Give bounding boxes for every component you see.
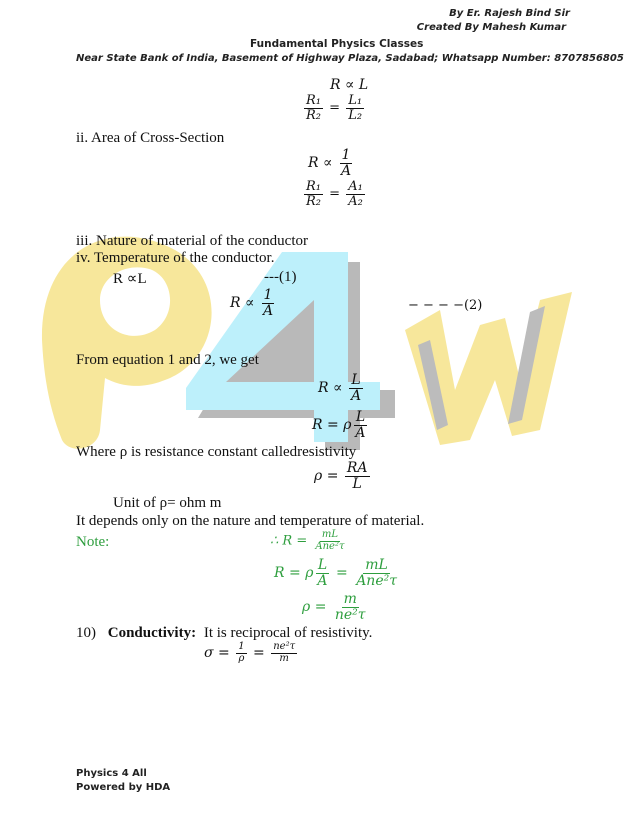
from-equation-text: From equation 1 and 2, we get (76, 352, 259, 368)
eq-rho-equals-ra-over-l: ρ = $\frac{RA}{L}$ (314, 460, 368, 492)
section-number: 10) (76, 625, 96, 641)
section-conductivity (76, 625, 372, 642)
institute-address: Near State Bank of India, Basement of Highway Plaza, Sadabad; Whatsapp Number: 8707856805 (76, 53, 624, 64)
footer-brand: Physics 4 All (76, 768, 147, 779)
institute-title: Fundamental Physics Classes (250, 38, 424, 50)
eq-note-rho: ρ = $\frac{m}{\text{ne²τ}}$ (302, 591, 366, 623)
conductivity-heading: Conductivity: (107, 625, 197, 641)
footer-powered: Powered by HDA (76, 782, 171, 793)
note-label: Note: (76, 534, 110, 550)
eq-note-r-rho: R = ρ $\frac{L}{A}$ = $\frac{mL}{\text{Ane²τ}}$ (274, 557, 397, 589)
eq-sigma: σ = $\frac{1}{\rho}$ = $\frac{\text{ne²τ}}{m}$ (204, 641, 296, 664)
item-material: iii. Nature of material of the conductor (76, 233, 308, 249)
where-rho-text: Where ρ is resistance constant calledresistivity (76, 444, 357, 460)
eq-r-equals-rho-l-over-a: R = ρ $\frac{L}{A}$ (312, 409, 366, 441)
item-area: ii. Area of Cross-Section (76, 130, 225, 146)
eq-r-prop-l: R ∝ L (330, 77, 369, 93)
eq2-tag: − − − −(2) (408, 298, 483, 313)
eq-r-prop-inv-a: R ∝ $\frac{1}{A}$ (308, 147, 352, 179)
author-line: By Er. Rajesh Bind Sir (449, 8, 570, 19)
creator-line: Created By Mahesh Kumar (416, 22, 566, 33)
eq-note-r: ∴ R = $\frac{mL}{\text{Ane²τ}}$ (270, 529, 345, 552)
eq-r-prop-l-over-a: R ∝ $\frac{L}{A}$ (318, 372, 362, 404)
eq-ratio-area: $\frac{\text{R₁}}{\text{R₂}}$ = $\frac{\text{A₁}}{\text{A₂}}$ (306, 179, 363, 209)
unit-of-rho: Unit of ρ= ohm m (113, 495, 222, 511)
eq-r-prop-inv-a-2: R ∝ $\frac{1}{A}$ (230, 287, 274, 319)
depends-text: It depends only on the nature and temperature of material. (76, 513, 425, 529)
conductivity-definition: It is reciprocal of resistivity. (203, 625, 373, 641)
item-temperature: iv. Temperature of the conductor. (76, 250, 275, 266)
eq-ratio-length: $\frac{\text{R₁}}{\text{R₂}}$ = $\frac{\text{L₁}}{\text{L₂}}$ (306, 93, 363, 123)
r-prop-l-text: R ∝L (113, 271, 147, 287)
eq1-tag: ---(1) (264, 269, 297, 285)
